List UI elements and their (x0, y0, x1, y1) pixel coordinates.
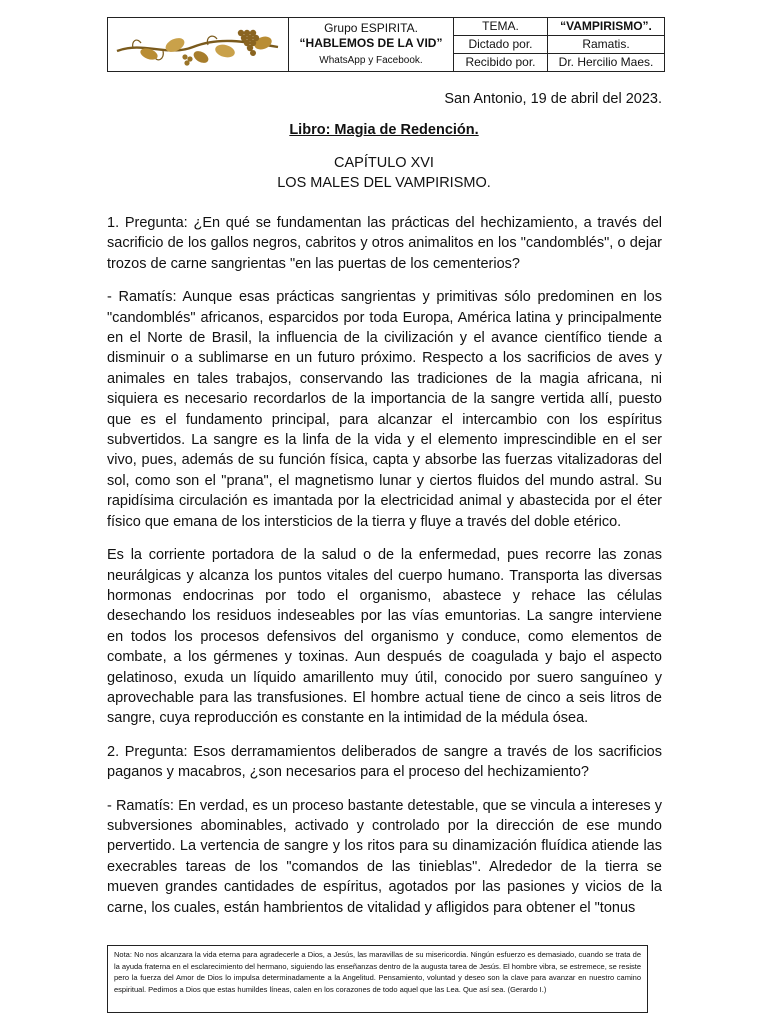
chapter-heading (0, 153, 768, 193)
tema-label: TEMA. (454, 18, 548, 36)
dictado-label: Dictado por. (454, 35, 548, 53)
paragraph: 2. Pregunta: Esos derramamientos deliberados de sangre a través de los sacrificios paganos y macabros, ¿son necesarios para el proceso del hechizamiento? (107, 743, 662, 781)
group-channels: WhatsApp y Facebook. (319, 55, 423, 66)
paragraph: - Ramatís: Aunque esas prácticas sangrientas y primitivas sólo predominen en los "candomblés" africanos, esparcidos por toda Europa, América latina y principalmente en el Norte de Brasil, la influencia de la civilización y el avance científico tiende a disminuir o a sublimarse en un futuro próximo. Respecto a los sacrificios de aves y animales en tales trabajos, conservando las tradiciones de la magia africana, ni siquiera es necesario recordarlos de la importancia de la sangre vertida allí, puesto que es el fundamento principal, para alcanzar el intercambio con los espíritus subvertidos. La sangre es la linfa de la vida y el elemento imprescindible en el ser vivo, pues, además de su función física, capta y absorbe las fuerzas vitalizadoras del sol, como son el "prana", el magnetismo lunar y ciertos fluidos del mundo astral. Su rapidísima circulación es imantada por la electricidad animal y abastecida por el éter físico que emana de los intersticios de la tierra y fluye a través del doble etérico. (107, 289, 662, 530)
recibido-label: Recibido por. (454, 53, 548, 71)
logo-cell (108, 18, 289, 72)
paragraph: Es la corriente portadora de la salud o de la enfermedad, pues recorre las zonas neurálgicas y alcanza los puntos vitales del cuerpo humano. Transporta las diversas hormonas endocrinas por todo el organismo, abastece y rehace las células desechando los residuos indeseables por las vías emuntorias. La sangre interviene en todos los procesos defensivos del organismo y conduce, como elementos de combate, a los gérmenes y toxinas. Aun después de coagulada y bajo el aspecto gelatinoso, exuda un líquido amarillento muy útil, conocido por suero sanguíneo y aprovechable para las transfusiones. El hombre actual tiene de cinco a seis litros de sangre, cuya reproducción es constante en la intimidad de la médula ósea. (107, 547, 662, 727)
paragraph: - Ramatís: En verdad, es un proceso bastante detestable, que se vincula a intereses y subversiones abominables, activado y controlado por la dirección de ese mundo pervertido. La vertencia de sangre y los ritos para su dinamización fluídica atiende las execrables tareas de los "comandos de las tinieblas". Alrededor de la tierra se mueven grandes cantidades de espíritus, agotados por las pasiones y vicios de la carne, los cuales, están hambrientos de vitalidad y afligidos para obtener el "tonus (107, 797, 662, 916)
header-table (107, 17, 665, 72)
group-motto: “HABLEMOS DE LA VID” (299, 36, 443, 50)
tema-value: “VAMPIRISMO”. (548, 18, 665, 36)
footnote-box: Nota: No nos alcanzara la vida eterna para agradecerle a Dios, a Jesús, las maravillas de su misericordia. Ningún esfuerzo es demasiado, cuando se trata de la ayuda fraterna en el esclarecimiento del hermano, siguiendo las enseñanzas dentro de la augusta tarea de Jesús. El hombre vibra, se estremece, se resiste pero la fuerza del Amor de Dios lo impulsa determinadamente a la Angelitud. Pensamiento, voluntad y deseo son la clave para avanzar en nuestro camino espiritual. Pedimos a Dios que estas humildes líneas, calen en los corazones de todo aquel que las Lea. Que así sea. (Gerardo I.) (107, 945, 648, 1013)
recibido-value: Dr. Hercilio Maes. (548, 53, 665, 71)
document-date: San Antonio, 19 de abril del 2023. (444, 91, 662, 107)
dictado-value: Ramatis. (548, 35, 665, 53)
book-title: Libro: Magia de Redención. (289, 122, 479, 138)
paragraph: 1. Pregunta: ¿En qué se fundamentan las prácticas del hechizamiento, a través del sacrificio de los gallos negros, cabritos y otros animalitos en los "candomblés", o dejar trozos de carne sangrientas "en las puertas de los cementerios? (107, 215, 662, 272)
body-text (107, 213, 662, 931)
group-name: Grupo ESPIRITA. (324, 21, 418, 35)
group-info-cell (289, 18, 454, 72)
chapter-title: LOS MALES DEL VAMPIRISMO. (277, 175, 491, 191)
chapter-number: CAPÍTULO XVI (334, 155, 434, 171)
grapevine-logo-icon (113, 21, 283, 69)
